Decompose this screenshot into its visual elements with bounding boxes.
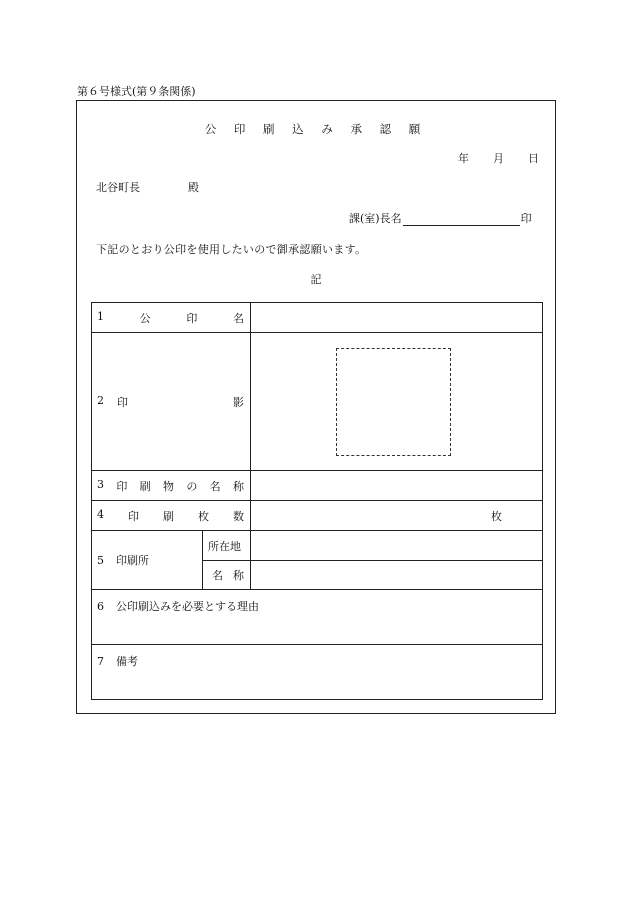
remarks-field[interactable]: 7 備考 bbox=[92, 645, 543, 700]
print-count-field[interactable] bbox=[251, 501, 543, 531]
printed-item-name-field[interactable] bbox=[251, 471, 543, 501]
application-form bbox=[76, 100, 556, 714]
row-remarks bbox=[92, 645, 543, 700]
form-number-label: 第６号様式(第９条関係) bbox=[77, 85, 196, 98]
printer-name-field[interactable] bbox=[251, 561, 543, 590]
seal-impression-box[interactable] bbox=[336, 348, 451, 456]
printer-address-field[interactable] bbox=[251, 531, 543, 561]
date-day: 日 bbox=[528, 152, 539, 165]
applicant-signature-line bbox=[349, 210, 532, 226]
count-unit: 枚 bbox=[491, 509, 502, 523]
signature-underline bbox=[403, 213, 520, 226]
applicant-label: 課(室)長名 bbox=[349, 212, 402, 225]
seal-mark: 印 bbox=[520, 212, 532, 225]
addressee: 北谷町長 bbox=[96, 181, 140, 194]
row-label: 2 印 影 bbox=[92, 333, 251, 471]
date-year: 年 bbox=[458, 152, 469, 165]
date-month: 月 bbox=[493, 152, 504, 165]
row-label: 5 印刷所 bbox=[92, 531, 203, 590]
honorific: 殿 bbox=[188, 181, 199, 194]
row-printed-item-name bbox=[92, 471, 543, 501]
seal-name-field[interactable] bbox=[251, 303, 543, 333]
reason-field[interactable]: 6 公印刷込みを必要とする理由 bbox=[92, 590, 543, 645]
body-text: 下記のとおり公印を使用したいので御承認願います。 bbox=[96, 243, 367, 256]
printer-name-label: 名 称 bbox=[203, 561, 251, 590]
row-printer-address bbox=[92, 531, 543, 561]
row-label: 1 公 印 名 bbox=[92, 303, 251, 333]
printer-address-label: 所在地 bbox=[203, 531, 251, 561]
row-label: 3 印 刷 物 の 名 称 bbox=[92, 471, 251, 501]
row-print-count bbox=[92, 501, 543, 531]
seal-impression-field[interactable] bbox=[251, 333, 543, 471]
row-seal-name bbox=[92, 303, 543, 333]
form-title: 公 印 刷 込 み 承 認 願 bbox=[204, 122, 428, 136]
details-table bbox=[91, 302, 543, 700]
ki-heading: 記 bbox=[310, 273, 322, 286]
row-label: 4 印 刷 枚 数 bbox=[92, 501, 251, 531]
row-reason bbox=[92, 590, 543, 645]
row-seal-impression bbox=[92, 333, 543, 471]
